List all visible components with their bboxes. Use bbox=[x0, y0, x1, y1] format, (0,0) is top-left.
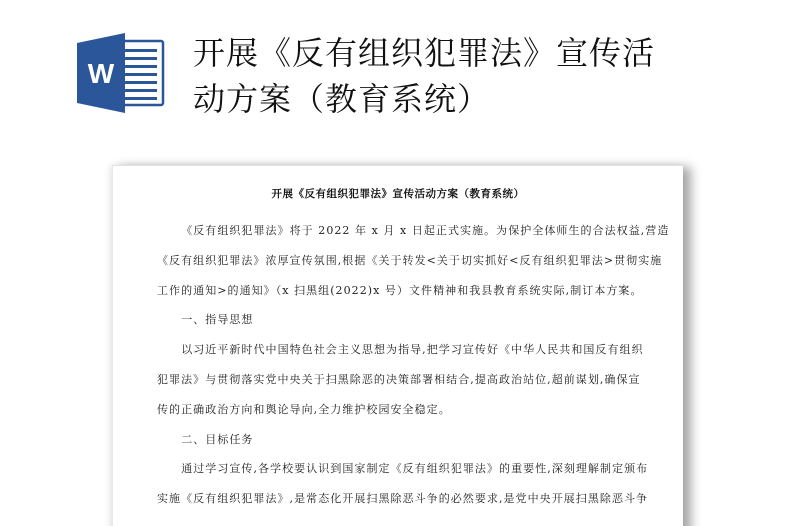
body-line: 通过学习宣传,各学校要认识到国家制定《反有组织犯罪法》的重要性,深刻理解制定颁布 bbox=[181, 462, 649, 476]
body-line: 以习近平新时代中国特色社会主义思想为指导,把学习宣传好《中华人民共和国反有组织 bbox=[181, 343, 644, 357]
document-page bbox=[112, 165, 683, 526]
body-line: 工作的通知>的通知》（x 扫黑组(2022)x 号）文件精神和我县教育系统实际,制订本方案。 bbox=[157, 283, 643, 297]
body-line: 《反有组织犯罪法》将于 2022 年 x 月 x 日起正式实施。为保护全体师生的合法权益,营造 bbox=[181, 224, 670, 237]
document-title: 开展《反有组织犯罪法》宣传活动方案（教育系统） bbox=[271, 188, 525, 200]
document-banner bbox=[0, 0, 800, 135]
body-line: 《反有组织犯罪法》浓厚宣传氛围,根据《关于转发<关于切实抓好<反有组织犯罪法>贯彻实施 bbox=[157, 253, 663, 267]
banner-title-line-1: 开展《反有组织犯罪法》宣传活 bbox=[193, 34, 656, 72]
banner-title-line-2: 动方案（教育系统） bbox=[193, 80, 491, 118]
body-line: 犯罪法》与贯彻落实党中央关于扫黑除恶的决策部署相结合,提高政治站位,超前谋划,确保宣 bbox=[157, 372, 641, 386]
document-body bbox=[157, 216, 670, 514]
body-line: 实施《反有组织犯罪法》,是常态化开展扫黑除恶斗争的必然要求,是党中央开展扫黑除恶斗争 bbox=[157, 492, 649, 506]
section-heading: 一、指导思想 bbox=[181, 313, 254, 327]
body-line: 传的正确政治方向和舆论导向,全力维护校园安全稳定。 bbox=[157, 402, 451, 416]
section-heading: 二、目标任务 bbox=[181, 432, 254, 446]
microsoft-word-icon bbox=[75, 32, 165, 114]
svg-text:W: W bbox=[87, 58, 115, 89]
banner-title bbox=[193, 30, 753, 122]
